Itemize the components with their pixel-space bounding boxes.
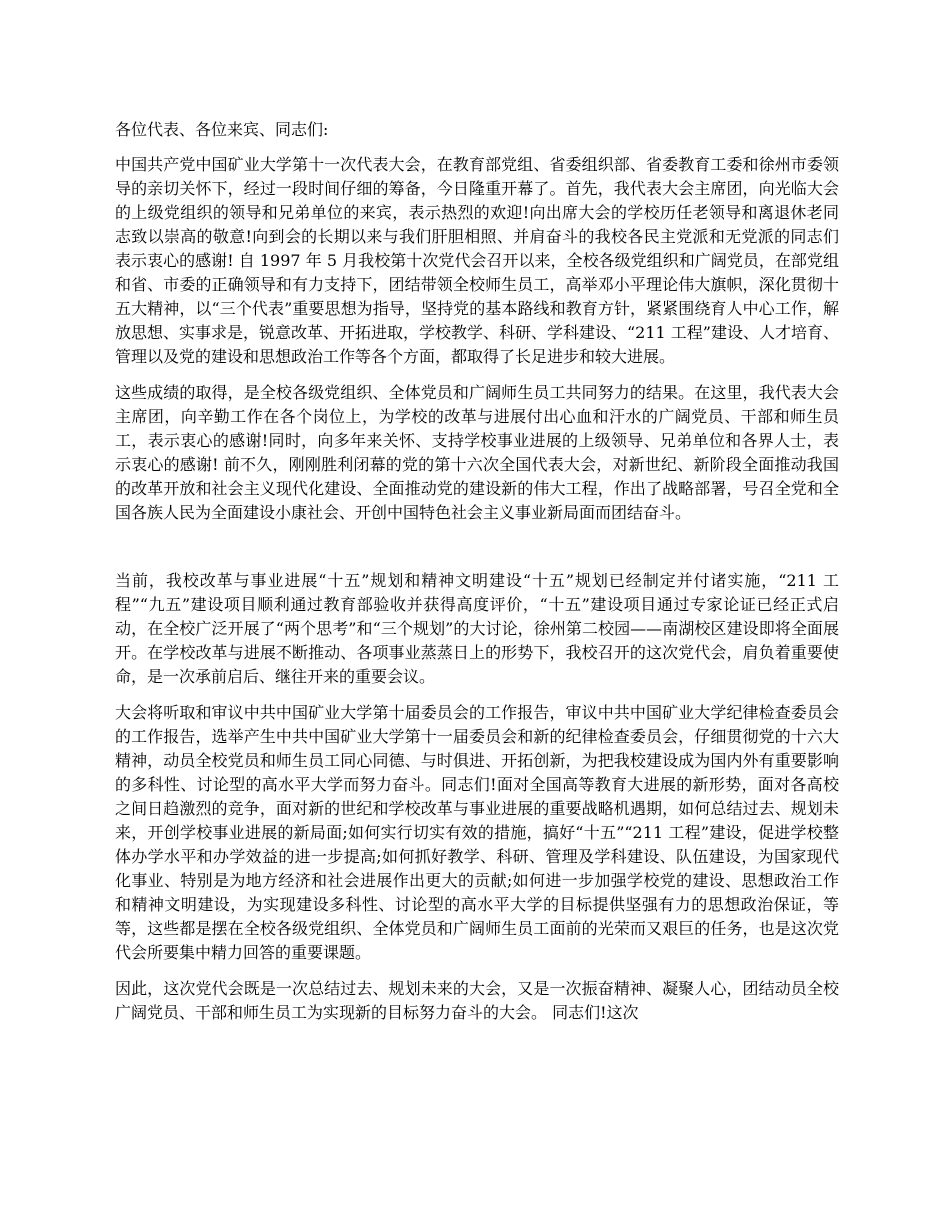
paragraph-congress-tasks: 大会将听取和审议中共中国矿业大学第十届委员会的工作报告，审议中共中国矿业大学纪律检查委员会的工作报告，选举产生中共中国矿业大学第十一届委员会和新的纪律检查委员会，仔细贯彻党的十六大精神，动员全校党员和师生员工同心同德、与时俱进、开拓创新，为把我校建设成为国内外有重要影响的多科性、讨论型的高水平大学而努力奋斗。同志们!面对全国高等教育大进展的新形势，面对各高校之间日趋激烈的竞争，面对新的世纪和学校改革与事业进展的重要战略机遇期，如何总结过去、规划未来，开创学校事业进展的新局面;如何实行切实有效的措施，搞好“十五”“211 工程”建设，促进学校整体办学水平和办学效益的进一步提高;如何抓好教学、科研、管理及学科建设、队伍建设，为国家现代化事业、特别是为地方经济和社会进展作出更大的贡献;如何进一步加强学校党的建设、思想政治工作和精神文明建设，为实现建设多科性、讨论型的高水平大学的目标提供坚强有力的思想政治保证，等等，这些都是摆在全校各级党组织、全体党员和广阔师生员工面前的光荣而又艰巨的任务，也是这次党代会所要集中精力回答的重要课题。 <box>115 703 839 962</box>
paragraph-achievements: 这些成绩的取得，是全校各级党组织、全体党员和广阔师生员工共同努力的结果。在这里，我代表大会主席团，向辛勤工作在各个岗位上，为学校的改革与进展付出心血和汗水的广阔党员、干部和师生员工，表示衷心的感谢!同时，向多年来关怀、支持学校事业进展的上级领导、兄弟单位和各界人士，表示衷心的感谢! 前不久，刚刚胜利闭幕的党的第十六次全国代表大会，对新世纪、新阶段全面推动我国的改革开放和社会主义现代化建设、全面推动党的建设新的伟大工程，作出了战略部署，号召全党和全国各族人民为全面建设小康社会、开创中国特色社会主义事业新局面而团结奋斗。 <box>115 383 839 522</box>
document-body <box>115 118 839 1037</box>
paragraph-conclusion: 因此，这次党代会既是一次总结过去、规划未来的大会，又是一次振奋精神、凝聚人心，团结动员全校广阔党员、干部和师生员工为实现新的目标努力奋斗的大会。 同志们!这次 <box>115 979 839 1022</box>
salutation: 各位代表、各位来宾、同志们: <box>115 120 329 139</box>
paragraph-current-situation: 当前，我校改革与事业进展“十五”规划和精神文明建设“十五”规划已经制定并付诸实施，“211 工程”“九五”建设项目顺利通过教育部验收并获得高度评价，“十五”建设项目通过专家论证已经正式启动，在全校广泛开展了“两个思考”和“三个规划”的大讨论，徐州第二校园——南湖校区建设即将全面展开。在学校改革与进展不断推动、各项事业蒸蒸日上的形势下，我校召开的这次党代会，肩负着重要使命，是一次承前启后、继往开来的重要会议。 <box>115 571 839 686</box>
paragraph-opening: 中国共产党中国矿业大学第十一次代表大会，在教育部党组、省委组织部、省委教育工委和徐州市委领导的亲切关怀下，经过一段时间仔细的筹备，今日隆重开幕了。首先，我代表大会主席团，向光临大会的上级党组织的领导和兄弟单位的来宾，表示热烈的欢迎!向出席大会的学校历任老领导和离退休老同志致以崇高的敬意!向到会的长期以来与我们肝胆相照、并肩奋斗的我校各民主党派和无党派的同志们表示衷心的感谢! 自 1997 年 5 月我校第十次党代会召开以来，全校各级党组织和广阔党员，在部党组和省、市委的正确领导和有力支持下，团结带领全校师生员工，高举邓小平理论伟大旗帜，深化贯彻十五大精神，以“三个代表”重要思想为指导，坚持党的基本路线和教育方针，紧紧围绕育人中心工作，解放思想、实事求是，锐意改革、开拓进取，学校教学、科研、学科建设、“211 工程”建设、人才培育、管理以及党的建设和思想政治工作等各个方面，都取得了长足进步和较大进展。 <box>115 155 839 366</box>
